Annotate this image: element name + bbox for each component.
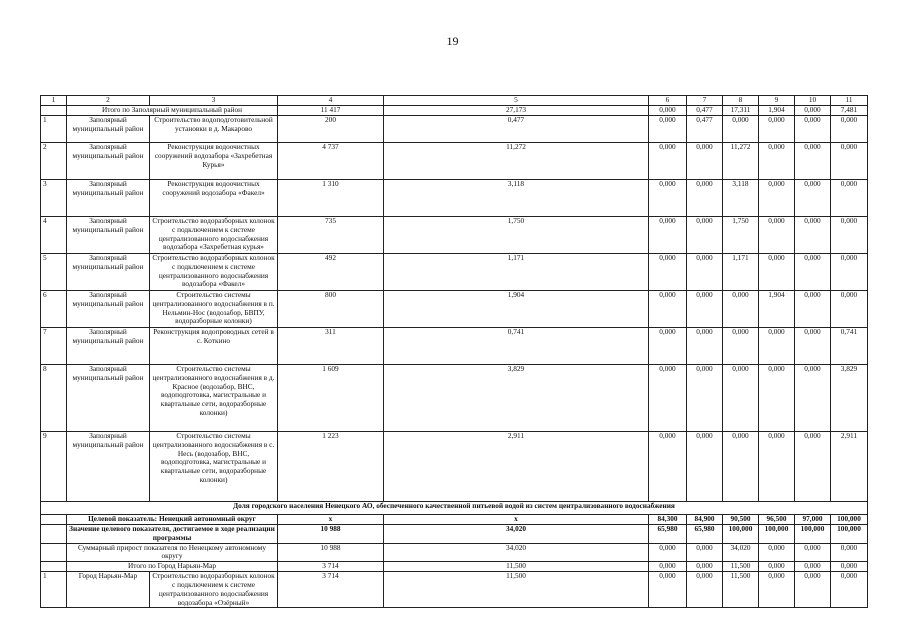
value-cell: 65,980 (649, 525, 687, 544)
district-cell: Город Нарьян-Мар (67, 572, 150, 608)
value-cell: 100,000 (831, 525, 868, 544)
value-cell: 0,000 (795, 116, 831, 143)
table-row (41, 291, 868, 328)
program-table (40, 95, 868, 608)
row-number: 1 (41, 116, 67, 143)
value-cell: 0,000 (795, 217, 831, 254)
value-cell: 0,000 (759, 180, 795, 217)
value-cell: 0,000 (759, 432, 795, 502)
header-cell: 1 (41, 96, 67, 106)
value-col5: 11,500 (384, 572, 649, 608)
value-cell: 0,000 (687, 291, 723, 328)
value-cell: 0,000 (687, 543, 723, 562)
value-col4: 10 988 (278, 543, 384, 562)
row-number: 4 (41, 217, 67, 254)
value-col4: 3 714 (278, 562, 384, 572)
row-number: 2 (41, 143, 67, 180)
value-cell: 0,000 (795, 143, 831, 180)
value-cell: 0,000 (649, 106, 687, 116)
value-cell: 3,829 (831, 365, 868, 432)
value-cell: 34,020 (723, 543, 759, 562)
value-cell: 84,900 (687, 515, 723, 525)
measure-description: Строительство водоразборных колонок с подключением к системе централизованного водоснабжения водозабора «Факел» (150, 254, 278, 291)
value-cell: 17,311 (723, 106, 759, 116)
value-cell: 0,000 (687, 217, 723, 254)
district-cell: Заполярный муниципальный район (67, 116, 150, 143)
measure-description: Строительство водоразборных колонок с подключением к системе централизованного водоснабжения водозабора «Озёрный» (150, 572, 278, 608)
table-row (41, 143, 868, 180)
value-cell: 0,000 (687, 432, 723, 502)
value-cell: 1,904 (759, 106, 795, 116)
value-col5: 11,272 (384, 143, 649, 180)
value-cell: 1,750 (723, 217, 759, 254)
value-cell: 97,000 (795, 515, 831, 525)
row-number: 5 (41, 254, 67, 291)
district-cell: Заполярный муниципальный район (67, 291, 150, 328)
value-cell: 0,000 (759, 217, 795, 254)
value-col4: 4 737 (278, 143, 384, 180)
value-cell: 0,000 (795, 562, 831, 572)
section-title-row (41, 502, 868, 515)
row-number: 8 (41, 365, 67, 432)
value-cell: 0,000 (795, 572, 831, 608)
value-cell: 0,000 (759, 543, 795, 562)
district-cell: Заполярный муниципальный район (67, 432, 150, 502)
value-cell: 84,300 (649, 515, 687, 525)
value-cell: 100,000 (795, 525, 831, 544)
total-row-naryan-mar (41, 562, 868, 572)
value-cell: 0,000 (687, 365, 723, 432)
row-label: Суммарный прирост показателя по Ненецкому автономному округу (67, 543, 278, 562)
empty-cell (41, 562, 67, 572)
header-cell: 3 (150, 96, 278, 106)
value-col4: 11 417 (278, 106, 384, 116)
table-row (41, 116, 868, 143)
value-cell: 0,000 (831, 291, 868, 328)
value-cell: 0,741 (831, 328, 868, 365)
empty-cell (41, 106, 67, 116)
section-title: Доля городского населения Ненецкого АО, обеспеченного качественной питьевой водой из систем централизованного водоснабжения (41, 502, 868, 515)
value-cell: 0,000 (795, 254, 831, 291)
value-col4: 1 223 (278, 432, 384, 502)
measure-description: Строительство системы централизованного водоснабжения в п. Нельмин-Нос (водозабор, БВПУ, водоразборные колонки) (150, 291, 278, 328)
row-label: Итого по Заполярный муниципальный район (67, 106, 278, 116)
value-col5: 0,741 (384, 328, 649, 365)
value-cell: 1,171 (723, 254, 759, 291)
value-cell: 0,000 (649, 143, 687, 180)
value-cell: 0,000 (723, 291, 759, 328)
value-col5: 0,477 (384, 116, 649, 143)
value-col4: 800 (278, 291, 384, 328)
value-cell: 0,000 (723, 365, 759, 432)
value-cell: 0,000 (649, 543, 687, 562)
row-label: Значение целевого показателя, достигаемое в ходе реализации программы (67, 525, 278, 544)
table-row (41, 217, 868, 254)
value-col4: 1 310 (278, 180, 384, 217)
value-cell: 0,000 (649, 432, 687, 502)
header-cell: 10 (795, 96, 831, 106)
header-cell: 11 (831, 96, 868, 106)
measure-description: Строительство водоподготовительной установки в д. Макарово (150, 116, 278, 143)
table-row (41, 328, 868, 365)
value-cell: 0,000 (687, 254, 723, 291)
measure-description: Реконструкция водоочистных сооружений водозабора «Факел» (150, 180, 278, 217)
table-row (41, 180, 868, 217)
header-cell: 5 (384, 96, 649, 106)
value-cell: 0,000 (831, 116, 868, 143)
value-cell: 0,000 (723, 328, 759, 365)
value-cell: 0,000 (687, 572, 723, 608)
value-cell: 0,000 (759, 254, 795, 291)
value-col4: 735 (278, 217, 384, 254)
value-cell: 0,000 (687, 328, 723, 365)
value-cell: 0,000 (649, 562, 687, 572)
value-cell: 0,000 (831, 562, 868, 572)
value-cell: 100,000 (759, 525, 795, 544)
value-cell: 0,000 (649, 328, 687, 365)
value-cell: 0,000 (649, 572, 687, 608)
district-cell: Заполярный муниципальный район (67, 180, 150, 217)
empty-cell (41, 525, 67, 544)
value-cell: 0,000 (723, 432, 759, 502)
value-cell: 0,000 (649, 291, 687, 328)
header-cell: 7 (687, 96, 723, 106)
value-cell: 0,000 (831, 254, 868, 291)
district-cell: Заполярный муниципальный район (67, 254, 150, 291)
value-cell: 0,000 (649, 217, 687, 254)
value-cell: 65,980 (687, 525, 723, 544)
value-cell: 0,000 (831, 143, 868, 180)
value-cell: 0,000 (723, 116, 759, 143)
value-cell: 0,000 (831, 180, 868, 217)
page-number: 19 (446, 34, 459, 48)
value-cell: 7,481 (831, 106, 868, 116)
measure-description: Реконструкция водоочистных сооружений водозабора «Захребетная Курья» (150, 143, 278, 180)
value-cell: 100,000 (723, 525, 759, 544)
value-col4: 200 (278, 116, 384, 143)
row-number: 1 (41, 572, 67, 608)
value-col4: 10 988 (278, 525, 384, 544)
header-cell: 2 (67, 96, 150, 106)
table-row (41, 432, 868, 502)
value-cell: 0,000 (687, 562, 723, 572)
value-col5: x (384, 515, 649, 525)
value-col5: 34,020 (384, 543, 649, 562)
value-cell: 0,000 (831, 572, 868, 608)
value-cell: 0,000 (649, 116, 687, 143)
header-row (41, 96, 868, 106)
value-cell: 0,000 (831, 543, 868, 562)
value-cell: 0,000 (795, 432, 831, 502)
value-col5: 27,173 (384, 106, 649, 116)
measure-description: Строительство водоразборных колонок с подключением к системе централизованного водоснабжения водозабора «Захребетная курья» (150, 217, 278, 254)
value-col4: x (278, 515, 384, 525)
value-cell: 0,000 (759, 143, 795, 180)
value-col5: 2,911 (384, 432, 649, 502)
increment-row (41, 543, 868, 562)
value-cell: 0,000 (795, 328, 831, 365)
value-cell: 0,000 (687, 180, 723, 217)
header-cell: 8 (723, 96, 759, 106)
empty-cell (41, 515, 67, 525)
table-row (41, 254, 868, 291)
value-cell: 0,000 (795, 180, 831, 217)
value-cell: 0,000 (759, 572, 795, 608)
value-cell: 0,000 (759, 116, 795, 143)
row-number: 6 (41, 291, 67, 328)
value-cell: 0,000 (795, 365, 831, 432)
district-cell: Заполярный муниципальный район (67, 217, 150, 254)
value-cell: 0,477 (687, 106, 723, 116)
empty-cell (41, 543, 67, 562)
value-cell: 0,000 (649, 180, 687, 217)
value-col5: 3,829 (384, 365, 649, 432)
table-row (41, 572, 868, 608)
value-col4: 492 (278, 254, 384, 291)
header-cell: 4 (278, 96, 384, 106)
value-cell: 0,000 (795, 291, 831, 328)
value-cell: 96,500 (759, 515, 795, 525)
row-number: 7 (41, 328, 67, 365)
value-cell: 0,000 (649, 254, 687, 291)
value-cell: 3,118 (723, 180, 759, 217)
value-cell: 0,000 (795, 106, 831, 116)
value-cell: 0,000 (649, 365, 687, 432)
value-col5: 3,118 (384, 180, 649, 217)
value-cell: 0,000 (831, 217, 868, 254)
measure-description: Строительство системы централизованного водоснабжения в д. Красное (водозабор, ВНС, водоподготовка, магистральные и квартальные сети, водоразборные колонки) (150, 365, 278, 432)
row-number: 3 (41, 180, 67, 217)
row-label: Целевой показатель: Ненецкий автономный округ (67, 515, 278, 525)
total-row-zapolyarny (41, 106, 868, 116)
district-cell: Заполярный муниципальный район (67, 365, 150, 432)
header-cell: 6 (649, 96, 687, 106)
value-cell: 11,272 (723, 143, 759, 180)
value-col4: 3 714 (278, 572, 384, 608)
header-cell: 9 (759, 96, 795, 106)
value-col4: 311 (278, 328, 384, 365)
value-cell: 0,000 (759, 328, 795, 365)
value-col5: 1,904 (384, 291, 649, 328)
measure-description: Реконструкция водопроводных сетей в с. Коткино (150, 328, 278, 365)
value-cell: 100,000 (831, 515, 868, 525)
value-col5: 34,020 (384, 525, 649, 544)
target-row (41, 515, 868, 525)
achieved-row (41, 525, 868, 544)
measure-description: Строительство системы централизованного водоснабжения в с. Несь (водозабор, ВНС, водоподготовка, магистральные и квартальные сети, водоразборные колонки) (150, 432, 278, 502)
value-col4: 1 609 (278, 365, 384, 432)
row-label: Итого по Город Нарьян-Мар (67, 562, 278, 572)
value-cell: 90,500 (723, 515, 759, 525)
district-cell: Заполярный муниципальный район (67, 328, 150, 365)
value-col5: 11,500 (384, 562, 649, 572)
value-cell: 2,911 (831, 432, 868, 502)
value-cell: 11,500 (723, 572, 759, 608)
value-col5: 1,171 (384, 254, 649, 291)
value-col5: 1,750 (384, 217, 649, 254)
table-row (41, 365, 868, 432)
value-cell: 1,904 (759, 291, 795, 328)
value-cell: 0,000 (795, 543, 831, 562)
value-cell: 0,000 (759, 562, 795, 572)
value-cell: 11,500 (723, 562, 759, 572)
row-number: 9 (41, 432, 67, 502)
value-cell: 0,000 (759, 365, 795, 432)
district-cell: Заполярный муниципальный район (67, 143, 150, 180)
value-cell: 0,477 (687, 116, 723, 143)
value-cell: 0,000 (687, 143, 723, 180)
